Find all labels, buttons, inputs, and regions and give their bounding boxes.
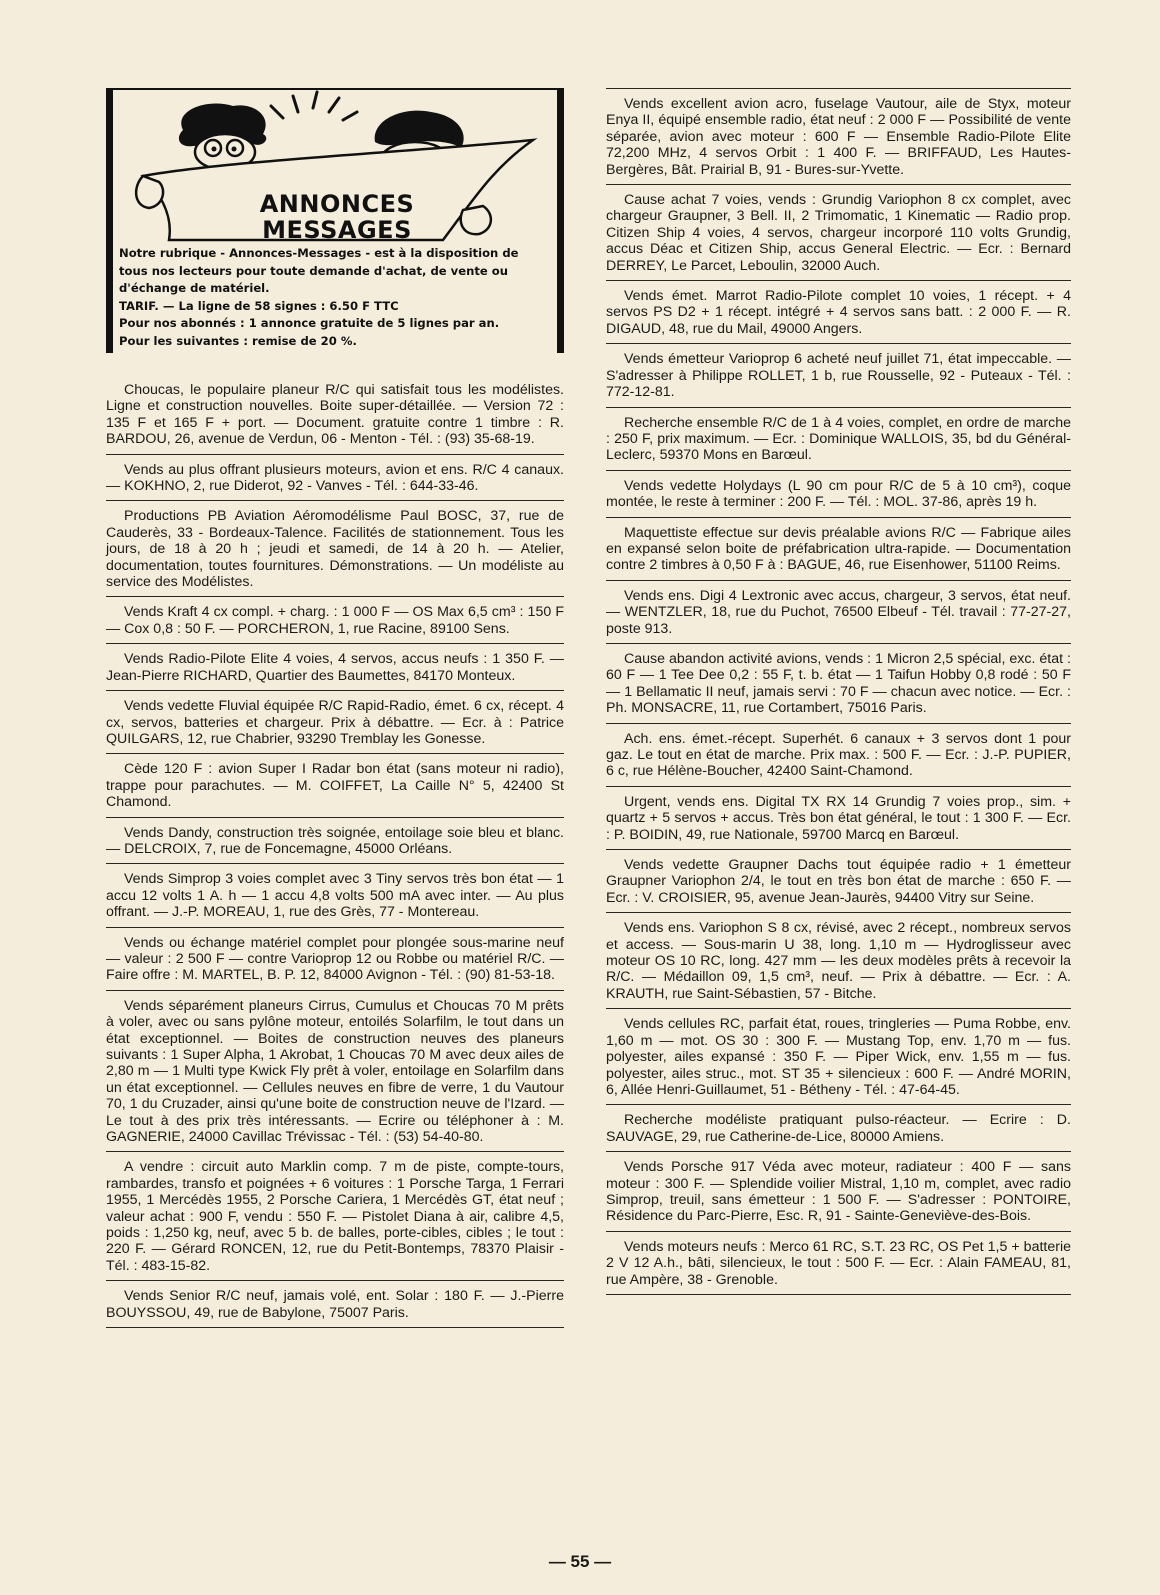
classified-ad: Vends vedette Holydays (L 90 cm pour R/C de 5 à 10 cm³), coque montée, le reste à terminer : 200 F. — Tél. : MOL. 37-86, après 19 h.: [606, 470, 1071, 517]
classified-ad: Vends vedette Graupner Dachs tout équipée radio + 1 émetteur Graupner Variophon 2/4, le tout en très bon état de marche : 650 F. — Ecr. : V. CROISIER, 95, avenue Jean-Jaurès, 94400 Vitry sur Seine.: [606, 849, 1071, 912]
classified-ad: Recherche modéliste pratiquant pulso-réacteur. — Ecrire : D. SAUVAGE, 29, rue Catherine-de-Lice, 80000 Amiens.: [606, 1104, 1071, 1151]
classified-ad: Vends Radio-Pilote Elite 4 voies, 4 servos, accus neufs : 1 350 F. — Jean-Pierre RICHARD, Quartier des Baumettes, 84170 Monteux.: [106, 643, 564, 690]
classified-ad: Vends moteurs neufs : Merco 61 RC, S.T. 23 RC, OS Pet 1,5 + batterie 2 V 12 A.h., bâti, silencieux, le tout : 500 F. — Ecr. : Alain FAMEAU, 81, rue Ampère, 38 - Grenoble.: [606, 1231, 1071, 1295]
right-column: [606, 88, 1071, 1295]
classified-ad: Recherche ensemble R/C de 1 à 4 voies, complet, en ordre de marche : 250 F, prix maximum. — Ecr. : Dominique WALLOIS, 35, bd du Général-Leclerc, 59370 Mons en Barœul.: [606, 407, 1071, 470]
classified-ad: Vends Kraft 4 cx compl. + charg. : 1 000 F — OS Max 6,5 cm³ : 150 F — Cox 0,8 : 50 F. — PORCHERON, 1, rue Racine, 89100 Sens.: [106, 596, 564, 643]
classified-ad: Ach. ens. émet.-récept. Superhét. 6 canaux + 3 servos dont 1 pour gaz. Le tout en état de marche. Prix max. : 500 F. — Ecr. : J.-P. PUPIER, 6 c, rue Hélène-Boucher, 42400 Saint-Chamond.: [606, 723, 1071, 786]
classified-ad: Choucas, le populaire planeur R/C qui satisfait tous les modélistes. Ligne et construction nouvelles. Boite super-détaillée. — Version 72 : 135 F et 165 F + port. — Document. gratuite contre 1 timbre : R. BARDOU, 26, avenue de Verdun, 06 - Menton - Tél. : (93) 35-68-19.: [106, 382, 564, 448]
classified-ad: Vends ou échange matériel complet pour plongée sous-marine neuf — valeur : 2 500 F — contre Varioprop 12 ou Robbe ou matériel R/C. — Faire offre : M. MARTEL, B. P. 12, 84000 Avignon - Tél. : (90) 81-53-18.: [106, 927, 564, 990]
classified-ad: Vends ens. Digi 4 Lextronic avec accus, chargeur, 3 servos, état neuf. — WENTZLER, 18, rue du Puchot, 76500 Elbeuf - Tél. travail : 77-27-27, poste 913.: [606, 580, 1071, 643]
header-intro: Notre rubrique - Annonces-Messages - est à la disposition de tous nos lecteurs pour toute demande d'achat, de vente ou d'échange de matériel.: [119, 246, 519, 296]
header-notice: [119, 245, 551, 351]
classified-ad: Cause achat 7 voies, vends : Grundig Variophon 8 cx complet, avec chargeur Graupner, 3 Bell. II, 2 Trimomatic, 1 Kinematic — Radio prop. Citizen Ship 4 voies, 4 servos, chargeur incorporé 110 volts Grundig, accus Déac et Citizen Ship, accus General Electric. — Ecr. : Bernard DERREY, Le Parcet, Leboulin, 32000 Auch.: [606, 184, 1071, 280]
classified-ad: Vends vedette Fluvial équipée R/C Rapid-Radio, émet. 6 cx, récept. 4 cx, servos, batteries et chargeur. Prix à débattre. — Ecr. à : Patrice QUILGARS, 12, rue Chabrier, 93290 Tremblay les Gonesse.: [106, 690, 564, 753]
header-abonnes: Pour nos abonnés : 1 annonce gratuite de 5 lignes par an.: [119, 316, 500, 331]
header-title-messages: MESSAGES: [262, 216, 412, 244]
classified-ad: Cause abandon activité avions, vends : 1 Micron 2,5 spécial, exc. état : 60 F — 1 Tee Dee 0,2 : 55 F, t. b. état — 1 Taifun Hobby 0,8 rodé : 50 F — 1 Bellamatic II neuf, jamais servi : 70 F — chacun avec notice. — Ecr. : Ph. MONSACRE, 11, rue Cortambert, 75016 Paris.: [606, 643, 1071, 723]
classified-ad: Vends séparément planeurs Cirrus, Cumulus et Choucas 70 M prêts à voler, avec ou sans pylône moteur, entoilés Solarfilm, le tout dans un état exceptionnel. — Boites de construction neuves des planeurs suivants : 1 Super Alpha, 1 Akrobat, 1 Choucas 70 M avec deux ailes de 2,80 m — 1 Multi type Kwick Fly prêt à voler, entoilage en Solarfilm dans un état exceptionnel. — Cellules neuves en fibre de verre, 1 du Vautour 70, 1 du Cruzader, ainsi qu'une boite de construction neuve de l'Izard. — Le tout à des prix très intéressants. — Ecrire ou téléphoner à : M. GAGNERIE, 24000 Cavillac Trévissac - Tél. : (53) 54-40-80.: [106, 990, 564, 1152]
classified-ad: Productions PB Aviation Aéromodélisme Paul BOSC, 37, rue de Cauderès, 33 - Bordeaux-Talence. Facilités de stationnement. Tous les jours, de 18 à 20 h ; jeudi et samedi, de 14 à 20 h. — Atelier, documentation, toutes fournitures. Démonstrations. — Un modéliste au service des Modélistes.: [106, 500, 564, 596]
classified-ad: Vends Dandy, construction très soignée, entoilage soie bleu et blanc. — DELCROIX, 7, rue de Foncemagne, 45000 Orléans.: [106, 817, 564, 864]
classified-ad: Vends Senior R/C neuf, jamais volé, ent. Solar : 180 F. — J.-Pierre BOUYSSOU, 49, rue de Babylone, 75007 Paris.: [106, 1280, 564, 1328]
classified-ad: Vends Simprop 3 voies complet avec 3 Tiny servos très bon état — 1 accu 12 volts 1 A. h — 1 accu 4,8 volts 500 mA avec inter. — Au plus offrant. — J.-P. MOREAU, 1, rue des Grès, 77 - Montereau.: [106, 863, 564, 926]
page-number: — 55 —: [548, 1552, 612, 1571]
classified-ad: Maquettiste effectue sur devis préalable avions R/C — Fabrique ailes en expansé selon boite de préfabrication ultra-rapide. — Documentation contre 2 timbres à 0,50 F à : BAGUE, 46, rue Eisenhower, 51100 Reims.: [606, 517, 1071, 580]
classified-ad: A vendre : circuit auto Marklin comp. 7 m de piste, compte-tours, rambardes, transfo et poignées + 6 voitures : 1 Porsche Targa, 1 Ferrari 1955, 1 Mercédès 1955, 2 Porsche Cariera, 1 Mercédès GT, état neuf ; valeur achat : 900 F, vendu : 550 F. — Pistolet Diana à air, calibre 4,5, poids : 1,250 kg, neuf, avec 5 b. de balles, porte-cibles, cibles ; le tout : 220 F. — Gérard RONCEN, 12, rue du Petit-Bontemps, 78370 Plaisir - Tél. : 483-15-82.: [106, 1151, 564, 1280]
classified-ad: Urgent, vends ens. Digital TX RX 14 Grundig 7 voies prop., sim. + quartz + 5 servos + accus. Très bon état général, le tout : 1 300 F. — Ecr. : P. BOIDIN, 49, rue Nationale, 59700 Marcq en Barœul.: [606, 786, 1071, 849]
classifieds-header: [106, 88, 564, 353]
classified-ad: Vends cellules RC, parfait état, roues, tringleries — Puma Robbe, env. 1,60 m — mot. OS 30 : 300 F. — Mustang Top, env. 1,70 m — fus. polyester, ailes expansé : 350 F. — Piper Wick, env. 1,55 m — fus. polyester, ailes struc., mot. ST 35 + silencieux : 600 F. — André MORIN, 6, Allée Henri-Guillaumet, 51 - Bétheny - Tél. : 47-64-45.: [606, 1008, 1071, 1104]
classified-ad: Vends Porsche 917 Véda avec moteur, radiateur : 400 F — sans moteur : 300 F. — Splendide voilier Mistral, 1,10 m, complet, avec radio Simprop, treuil, sans émetteur : 1 500 F. — S'adresser : PONTOIRE, Résidence du Parc-Pierre, Esc. R, 91 - Sainte-Geneviève-des-Bois.: [606, 1151, 1071, 1231]
classified-ad: Vends émetteur Varioprop 6 acheté neuf juillet 71, état impeccable. — S'adresser à Philippe ROLLET, 1 b, rue Rousselle, 92 - Puteaux - Tél. : 772-12-81.: [606, 343, 1071, 406]
header-suivantes: Pour les suivantes : remise de 20 %.: [119, 333, 357, 348]
header-tarif: TARIF. — La ligne de 58 signes : 6.50 F TTC: [119, 298, 399, 313]
classified-ad: Vends au plus offrant plusieurs moteurs, avion et ens. R/C 4 canaux. — KOKHNO, 2, rue Diderot, 92 - Vanves - Tél. : 644-33-46.: [106, 454, 564, 501]
classified-ad: Vends émet. Marrot Radio-Pilote complet 10 voies, 1 récept. + 4 servos PS D2 + 1 récept. intégré + 4 servos sans batt. : 2 000 F. — R. DIGAUD, 48, rue du Mail, 49000 Angers.: [606, 280, 1071, 343]
classified-ad: Vends ens. Variophon S 8 cx, révisé, avec 2 récept., nombreux servos et access. — Sous-marin U 38, long. 1,10 m — Hydroglisseur avec moteur OS 10 RC, long. 427 mm — les deux modèles prêts à recevoir la R/C. — Médaillon 09, 1,5 cm³, neuf. — Prix à débattre. — Ecr. : A. KRAUTH, rue Saint-Sébastien, 57 - Bitche.: [606, 912, 1071, 1008]
header-title-annonces: ANNONCES: [259, 190, 415, 218]
left-column: [106, 88, 564, 1328]
classified-ad: Vends excellent avion acro, fuselage Vautour, aile de Styx, moteur Enya II, équipé ensemble radio, état neuf : 2 000 F — Possibilité de vente séparée, avion avec moteur : 600 F — Ensemble Radio-Pilote Elite 72,200 MHz, 4 servos Orbit : 1 400 F. — BRIFFAUD, Les Hautes-Bergères, Bât. Prairial B, 91 - Bures-sur-Yvette.: [606, 88, 1071, 184]
classified-ad: Cède 120 F : avion Super I Radar bon état (sans moteur ni radio), trappe pour parachutes. — M. COIFFET, La Caille N° 5, 42400 St Chamond.: [106, 753, 564, 816]
